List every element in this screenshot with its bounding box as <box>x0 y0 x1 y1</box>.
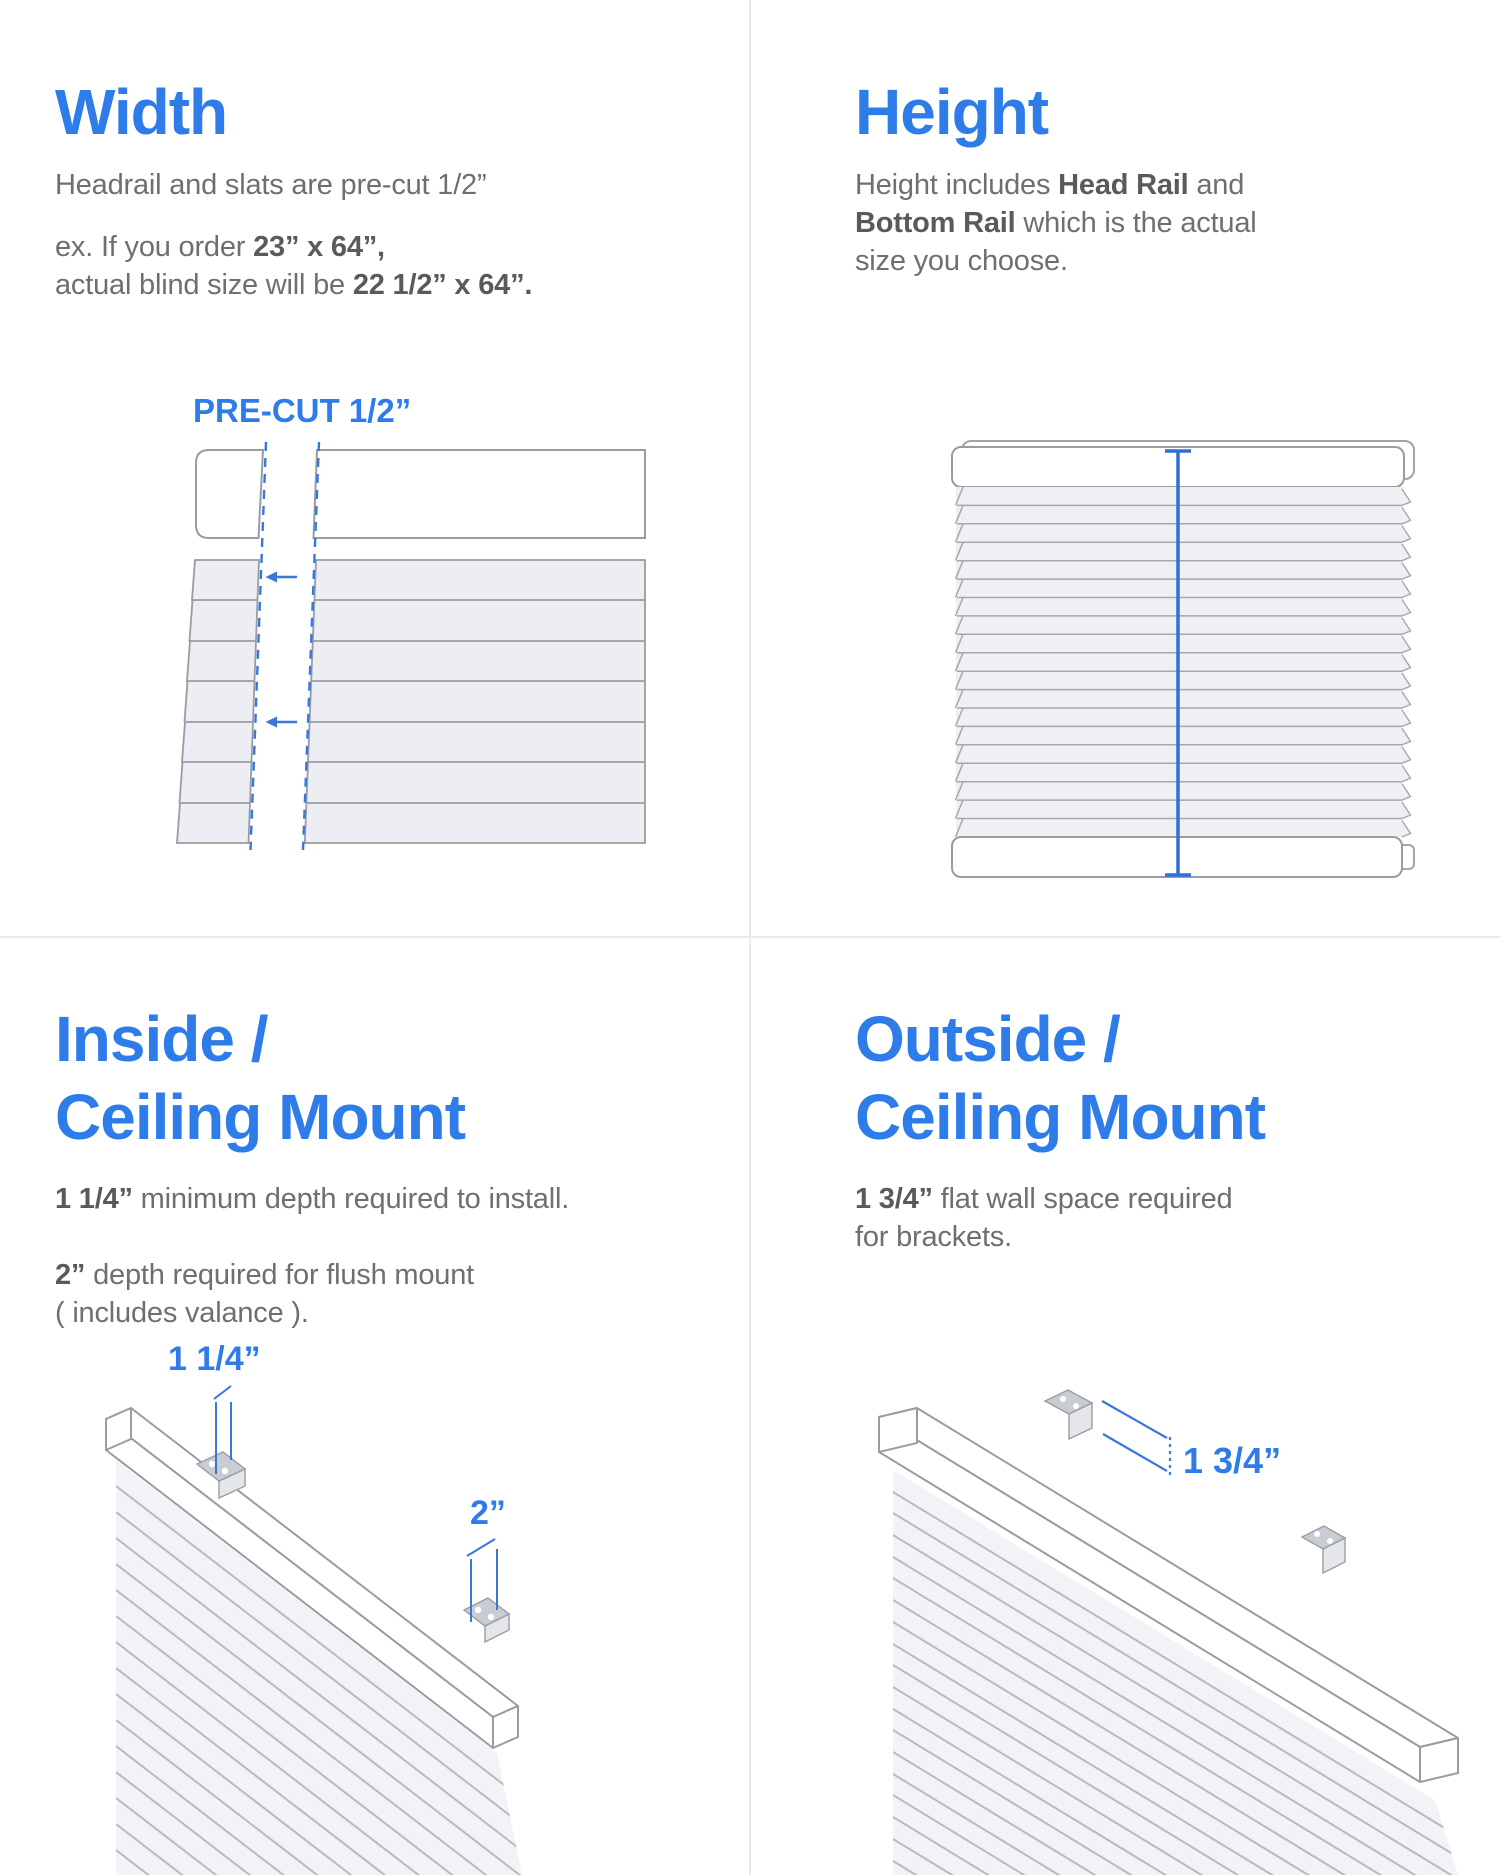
wall-bracket-2 <box>1302 1526 1345 1573</box>
width-example <box>55 228 745 304</box>
height-diagram <box>750 420 1500 890</box>
inside-mount-diagram <box>0 1380 750 1875</box>
outside-mount-title-line2: Ceiling Mount <box>855 1081 1266 1153</box>
headrail-right-piece <box>314 450 646 538</box>
cut-direction-arrows <box>266 572 298 728</box>
inside-flush-requirement <box>55 1256 745 1332</box>
outside-mount-title-line1: Outside / <box>855 1003 1120 1075</box>
bracket1-hole-2 <box>1073 1403 1079 1409</box>
inside-depth-requirement: 1 1/4” minimum depth required to install. <box>55 1183 570 1215</box>
width-diagram <box>0 430 750 870</box>
height-description: Height includes Head Rail and Bottom Rail which is the actual size you choose. <box>855 169 1257 277</box>
inside-flush-line1: 2” depth required for flush mount <box>55 1259 474 1291</box>
outside-space-label: 1 3/4” <box>1183 1440 1282 1481</box>
bracket2-hole-2 <box>1327 1538 1333 1544</box>
width-description: Headrail and slats are pre-cut 1/2” <box>55 169 487 201</box>
space-line-b <box>1103 1434 1167 1471</box>
inside-depth1-label: 1 1/4” <box>168 1340 261 1378</box>
outside-space-requirement: 1 3/4” flat wall space required for brackets. <box>855 1183 1233 1253</box>
space-dimension-lines <box>1102 1401 1170 1477</box>
width-example-line1: ex. If you order 23” x 64”, <box>55 231 385 263</box>
width-title-text: Width <box>55 76 228 148</box>
inside-depth2-label: 2” <box>470 1494 506 1532</box>
inside-flush-line2: ( includes valance ). <box>55 1297 309 1329</box>
outside-mount-title <box>855 1000 1265 1156</box>
bracket2-hole-1 <box>475 1607 481 1613</box>
bracket2-hole-2 <box>488 1614 494 1620</box>
width-example-line2: actual blind size will be 22 1/2” x 64”. <box>55 269 533 301</box>
height-title-text: Height <box>855 76 1049 148</box>
arrow-bottom-head <box>266 717 278 728</box>
slat-main-pieces <box>305 560 645 843</box>
bracket1-hole-1 <box>1060 1396 1066 1402</box>
bracket1-hole-2 <box>222 1468 228 1474</box>
outside-mount-diagram <box>750 1380 1500 1875</box>
height-title <box>855 73 1048 151</box>
wall-bracket-1 <box>1045 1390 1092 1439</box>
headrail-left-piece <box>196 450 263 538</box>
slat-left-cut-pieces <box>177 560 259 843</box>
bracket2-hole-1 <box>1314 1531 1320 1537</box>
space-line-a <box>1102 1401 1167 1438</box>
bracket1-hole-1 <box>209 1461 215 1467</box>
precut-label: PRE-CUT 1/2” <box>193 392 412 429</box>
slat-right-edge-tips <box>1402 489 1411 837</box>
depth2-tick <box>467 1539 495 1556</box>
width-title <box>55 73 227 151</box>
depth1-tick <box>214 1386 231 1399</box>
inside-mount-title-line1: Inside / <box>55 1003 268 1075</box>
arrow-top-head <box>266 572 278 583</box>
inside-mount-title-line2: Ceiling Mount <box>55 1081 466 1153</box>
inside-mount-title <box>55 1000 465 1156</box>
horizontal-divider <box>0 936 1500 938</box>
